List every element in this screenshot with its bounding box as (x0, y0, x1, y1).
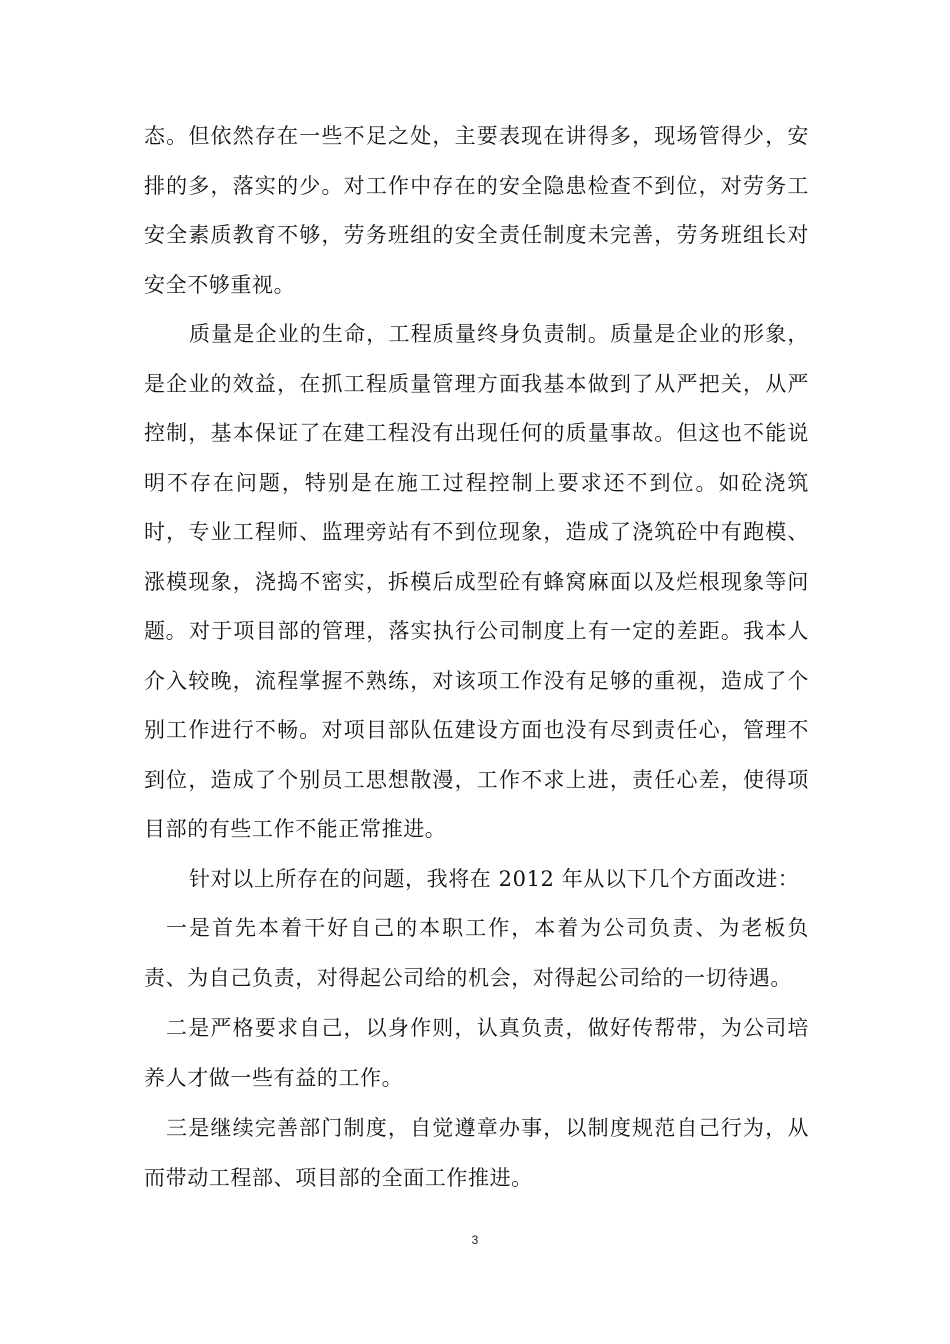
page-number: 3 (471, 1233, 479, 1247)
paragraph-quality-control: 质量是企业的生命，工程质量终身负责制。质量是企业的形象，是企业的效益，在抓工程质量管理方面我基本做到了从严把关，从严控制，基本保证了在建工程没有出现任何的质量事故。但这也不能说明不存在问题，特别是在施工过程控制上要求还不到位。如砼浇筑时，专业工程师、监理旁站有不到位现象，造成了浇筑砼中有跑模、涨模现象，浇捣不密实，拆模后成型砼有蜂窝麻面以及烂根现象等问题。 (144, 322, 809, 643)
paragraph-improvement-item-1: 一是首先本着干好自己的本职工作，本着为公司负责、为老板负责、为自己负责，对得起公司给的机会，对得起公司给的一切待遇。 (144, 916, 809, 990)
paragraph-improvement-item-2: 二是严格要求自己，以身作则，认真负责，做好传帮带，为公司培养人才做一些有益的工作。 (144, 1016, 809, 1090)
paragraph-improvement-item-3: 三是继续完善部门制度，自觉遵章办事，以制度规范自己行为，从而带动工程部、项目部的全面工作推进。 (144, 1116, 809, 1190)
paragraph-project-management: 对于项目部的管理，落实执行公司制度上有一定的差距。我本人介入较晚，流程掌握不熟练，对该项工作没有足够的重视，造成了个别工作进行不畅。对项目部队伍建设方面也没有尽到责任心，管理不到位，造成了个别员工思想散漫，工作不求上进，责任心差，使得项目部的有些工作不能正常推进。 (144, 619, 809, 841)
paragraph-improvement-intro: 针对以上所存在的问题，我将在 2012 年从以下几个方面改进： (189, 867, 800, 891)
paragraph-safety-shortcomings: 态。但依然存在一些不足之处，主要表现在讲得多，现场管得少，安排的多，落实的少。对工作中存在的安全隐患检查不到位，对劳务工安全素质教育不够，劳务班组的安全责任制度未完善，劳务班组长对安全不够重视。 (144, 124, 809, 297)
